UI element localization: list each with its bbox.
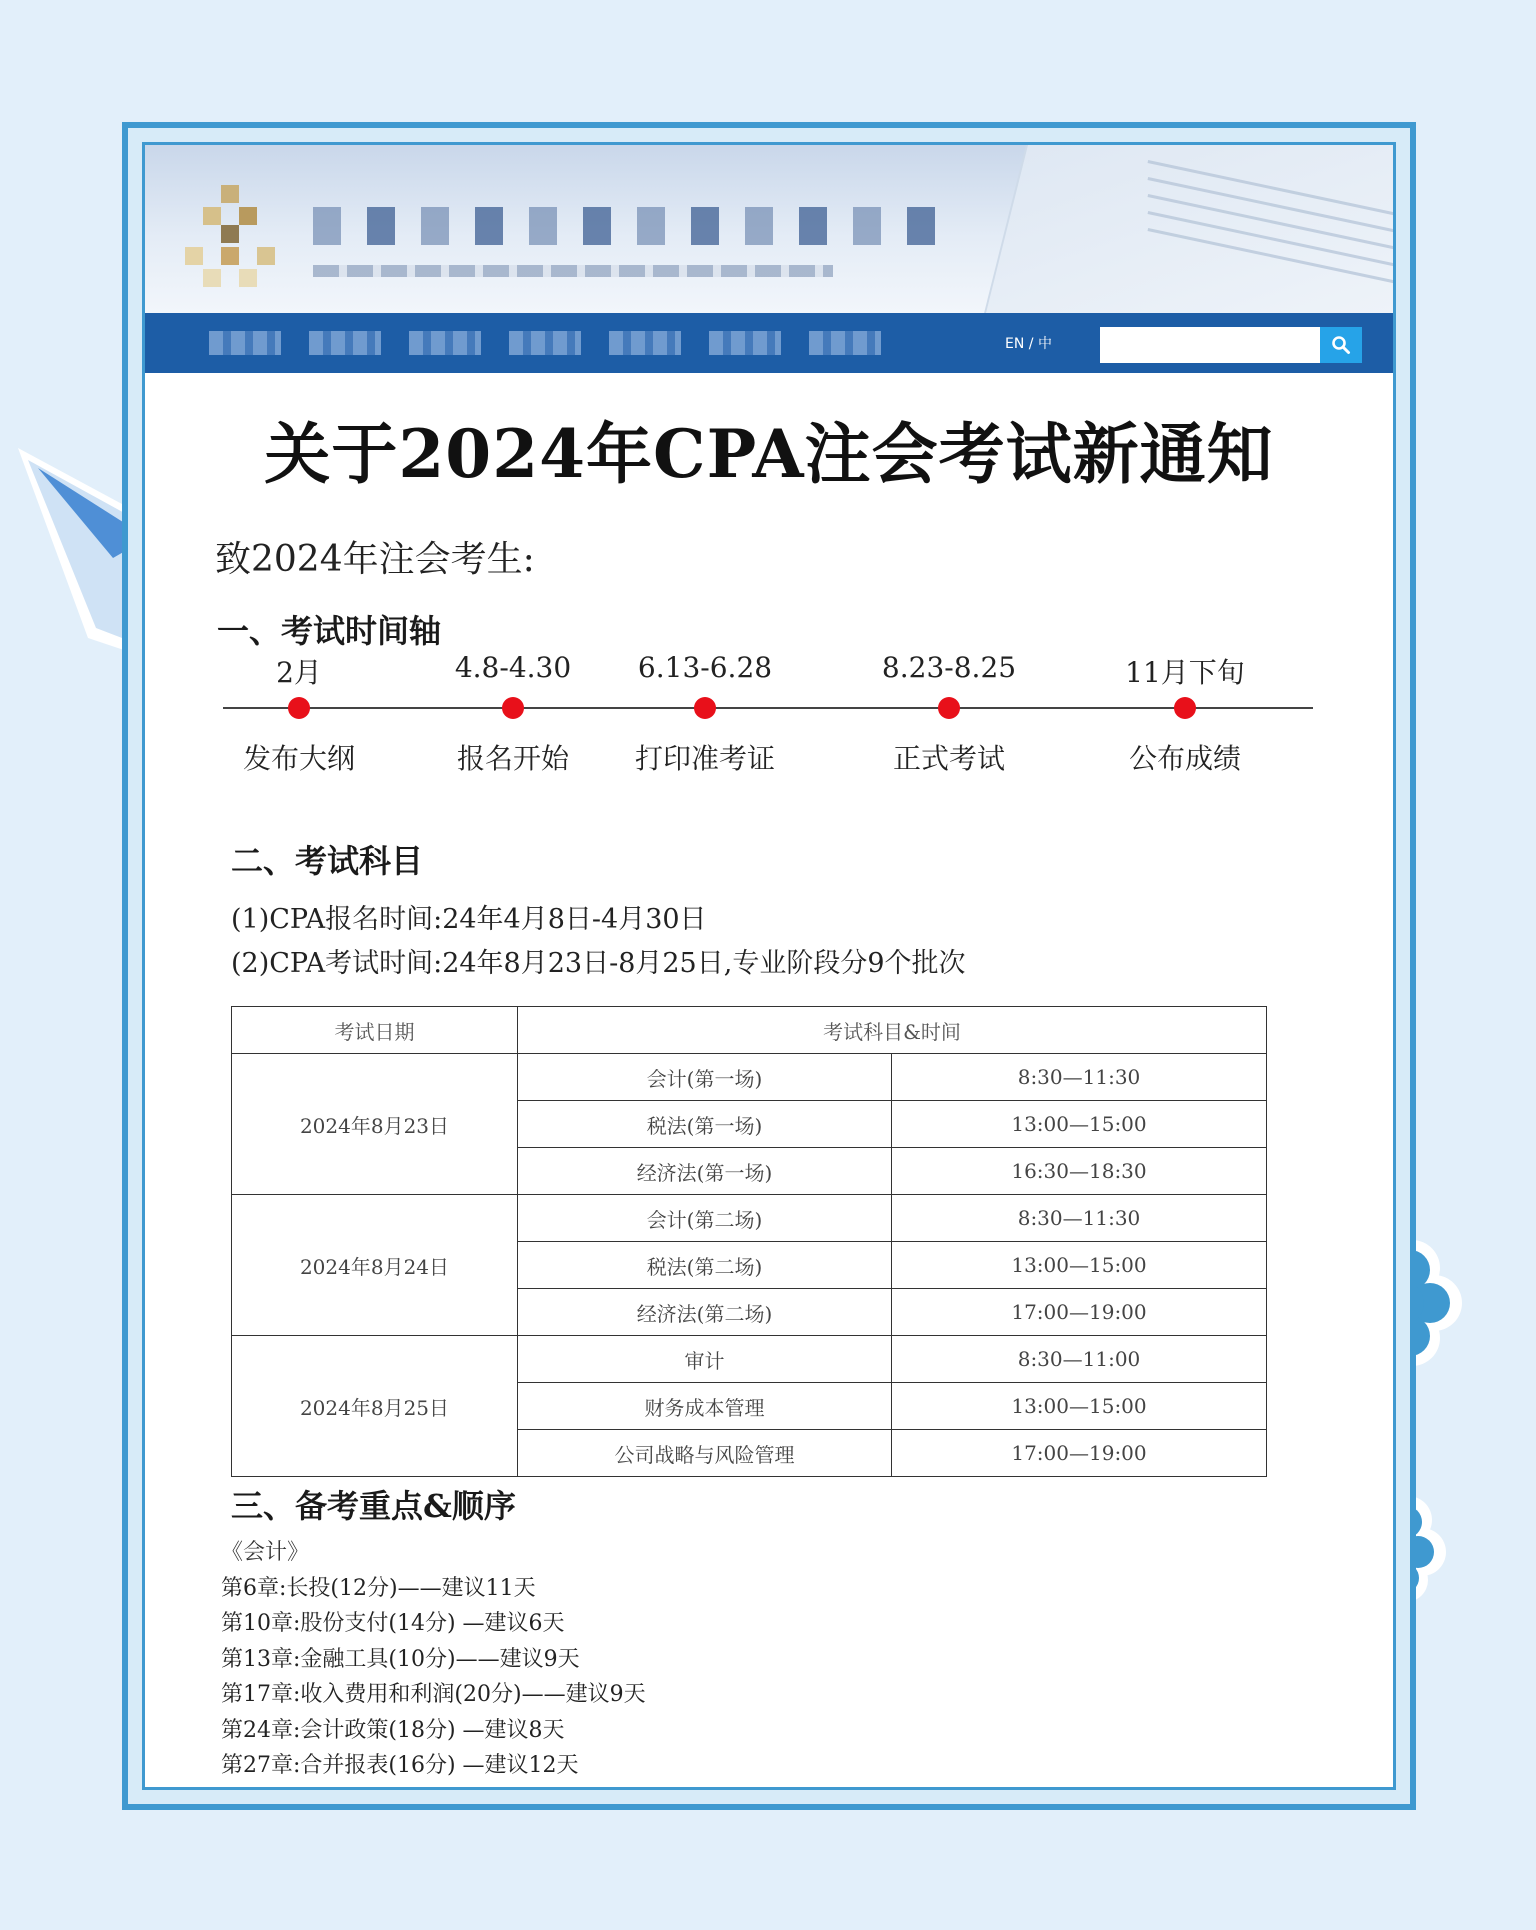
subject-cell: 税法(第二场) [518, 1242, 892, 1289]
section-study-plan-heading: 三、备考重点&顺序 [231, 1487, 516, 1525]
language-switch[interactable]: EN / 中 [1005, 336, 1052, 352]
subject-cell: 经济法(第一场) [518, 1148, 892, 1195]
time-cell: 17:00—19:00 [892, 1430, 1267, 1477]
table-row [232, 1195, 1267, 1242]
greeting: 致2024年注会考生: [215, 539, 535, 580]
timeline-node [199, 651, 399, 777]
site-title-pixelated [313, 207, 935, 245]
notice-card [142, 142, 1396, 1790]
exam-time: (2)CPA考试时间:24年8月23日-8月25日,专业阶段分9个批次 [231, 948, 966, 979]
exam-date-cell: 2024年8月25日 [232, 1336, 518, 1477]
book-title: 《会计》 [221, 1540, 310, 1565]
subject-cell: 财务成本管理 [518, 1383, 892, 1430]
timeline-date: 4.8-4.30 [454, 651, 572, 684]
timeline-label: 公布成绩 [1128, 742, 1241, 775]
timeline-date: 2月 [276, 656, 322, 689]
registration-time: (1)CPA报名时间:24年4月8日-4月30日 [231, 904, 707, 935]
search-input[interactable] [1100, 327, 1320, 363]
notice-content [145, 401, 1393, 1778]
site-subtitle-pixelated [313, 265, 833, 277]
timeline-label: 发布大纲 [242, 742, 355, 775]
search-button[interactable] [1320, 327, 1362, 363]
study-plan-list [221, 1535, 646, 1784]
website-banner [145, 145, 1393, 313]
list-item: 第17章:收入费用和利润(20分)——建议9天 [221, 1682, 646, 1707]
time-cell: 8:30—11:00 [892, 1336, 1267, 1383]
timeline-label: 报名开始 [456, 742, 569, 775]
timeline-label: 正式考试 [892, 742, 1005, 775]
section-subjects-heading: 二、考试科目 [231, 842, 424, 880]
timeline-dot [938, 697, 960, 719]
timeline-node [849, 651, 1049, 777]
time-cell: 16:30—18:30 [892, 1148, 1267, 1195]
exam-date-cell: 2024年8月24日 [232, 1195, 518, 1336]
subject-cell: 公司战略与风险管理 [518, 1430, 892, 1477]
time-cell: 8:30—11:30 [892, 1195, 1267, 1242]
subject-cell: 会计(第一场) [518, 1054, 892, 1101]
lang-zh[interactable]: 中 [1037, 336, 1052, 352]
website-nav-bar [145, 313, 1393, 373]
subject-cell: 经济法(第二场) [518, 1289, 892, 1336]
time-cell: 13:00—15:00 [892, 1101, 1267, 1148]
timeline-node [1085, 651, 1285, 777]
list-item: 第27章:合并报表(16分) —建议12天 [221, 1753, 579, 1778]
timeline-node [413, 651, 613, 777]
page-title: 关于2024年CPA注会考试新通知 [264, 415, 1274, 493]
exam-timeline [223, 651, 1313, 781]
timeline-node [605, 651, 805, 777]
lang-en[interactable]: EN [1005, 336, 1025, 352]
subject-cell: 税法(第一场) [518, 1101, 892, 1148]
timeline-label: 打印准考证 [634, 742, 775, 775]
exam-date-cell: 2024年8月23日 [232, 1054, 518, 1195]
timeline-dot [502, 697, 524, 719]
timeline-date: 8.23-8.25 [881, 651, 1017, 684]
subject-cell: 审计 [518, 1336, 892, 1383]
table-row [232, 1336, 1267, 1383]
time-cell: 13:00—15:00 [892, 1242, 1267, 1289]
timeline-date: 6.13-6.28 [637, 651, 773, 684]
list-item: 第10章:股份支付(14分) —建议6天 [221, 1611, 565, 1636]
table-row [232, 1054, 1267, 1101]
timeline-dot [1174, 697, 1196, 719]
list-item: 第6章:长投(12分)——建议11天 [221, 1575, 536, 1601]
exam-schedule-table [231, 1006, 1267, 1477]
header-date: 考试日期 [232, 1007, 518, 1054]
timeline-dot [288, 697, 310, 719]
header-subject: 考试科目&时间 [518, 1007, 1267, 1054]
timeline-dot [694, 697, 716, 719]
nav-menu-pixelated[interactable] [209, 331, 881, 355]
time-cell: 13:00—15:00 [892, 1383, 1267, 1430]
notice-frame [122, 122, 1416, 1810]
search-icon [1331, 335, 1351, 355]
site-logo-icon [185, 185, 275, 295]
table-header-row [232, 1007, 1267, 1054]
timeline-date: 11月下旬 [1125, 656, 1245, 689]
list-item: 第13章:金融工具(10分)——建议9天 [221, 1646, 580, 1672]
list-item: 第24章:会计政策(18分) —建议8天 [221, 1717, 565, 1743]
time-cell: 8:30—11:30 [892, 1054, 1267, 1101]
section-timeline-heading: 一、考试时间轴 [217, 612, 442, 650]
subject-cell: 会计(第二场) [518, 1195, 892, 1242]
banner-lines [1145, 173, 1393, 272]
time-cell: 17:00—19:00 [892, 1289, 1267, 1336]
